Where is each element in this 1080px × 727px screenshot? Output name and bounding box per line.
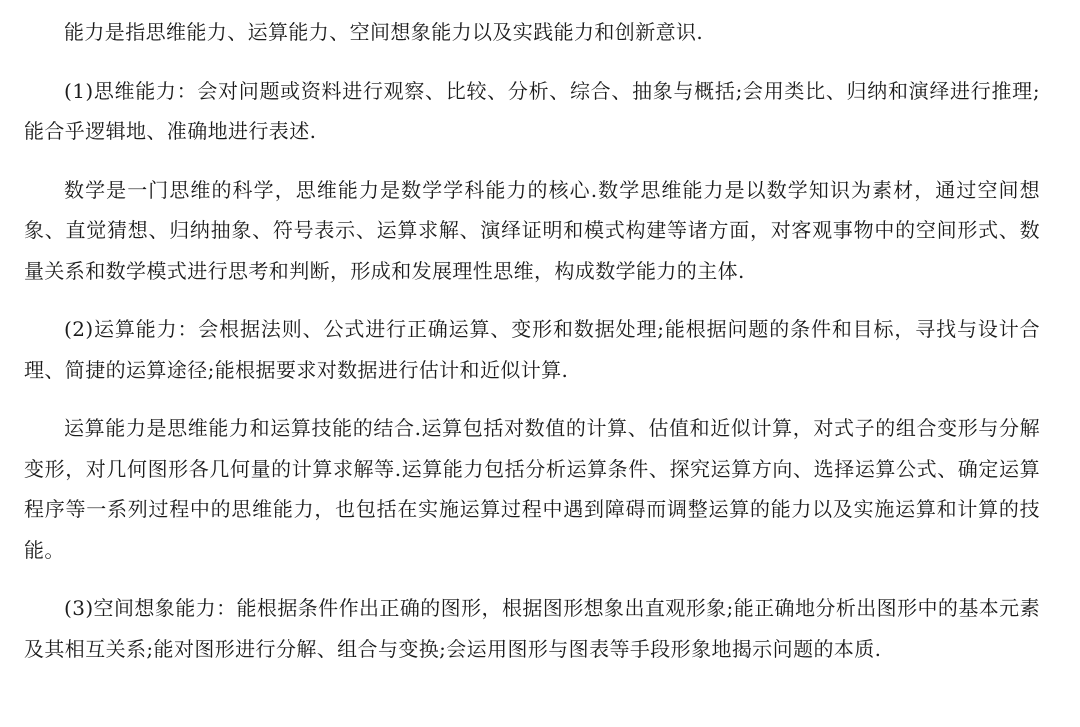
paragraph-computation-ability: (2)运算能力：会根据法则、公式进行正确运算、变形和数据处理;能根据问题的条件和目标，寻找与设计合理、简捷的运算途径;能根据要求对数据进行估计和近似计算. bbox=[24, 317, 1040, 382]
paragraph-thinking-explanation: 数学是一门思维的科学，思维能力是数学学科能力的核心.数学思维能力是以数学知识为素材，通过空间想象、直觉猜想、归纳抽象、符号表示、运算求解、演绎证明和模式构建等诸方面，对客观事物中的空间形式、数量关系和数学模式进行思考和判断，形成和发展理性思维，构成数学能力的主体. bbox=[24, 177, 1040, 283]
paragraph-thinking-ability: (1)思维能力：会对问题或资料进行观察、比较、分析、综合、抽象与概括;会用类比、归纳和演绎进行推理;能合乎逻辑地、准确地进行表述. bbox=[24, 78, 1040, 143]
paragraph-computation-explanation: 运算能力是思维能力和运算技能的结合.运算包括对数值的计算、估值和近似计算，对式子的组合变形与分解变形，对几何图形各几何量的计算求解等.运算能力包括分析运算条件、探究运算方向、选择运算公式、确定运算程序等一系列过程中的思维能力，也包括在实施运算过程中遇到障碍而调整运算的能力以及实施运算和计算的技能。 bbox=[24, 416, 1040, 562]
paragraph-intro: 能力是指思维能力、运算能力、空间想象能力以及实践能力和创新意识. bbox=[64, 20, 704, 44]
paragraph-spatial-ability: (3)空间想象能力：能根据条件作出正确的图形，根据图形想象出直观形象;能正确地分析出图形中的基本元素及其相互关系;能对图形进行分解、组合与变换;会运用图形与图表等手段形象地揭示问题的本质. bbox=[24, 596, 1040, 661]
